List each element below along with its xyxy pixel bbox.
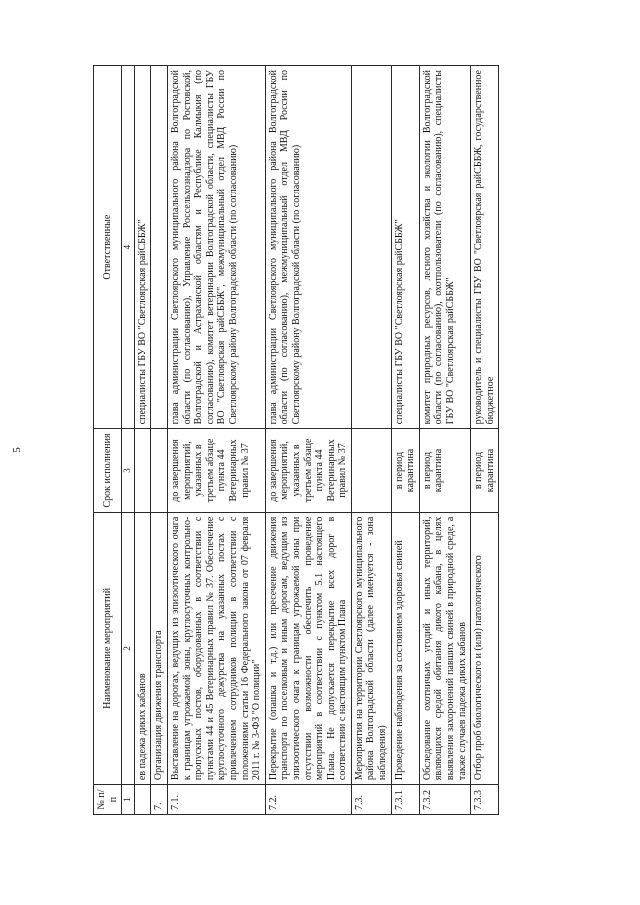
row-responsible xyxy=(351,66,391,429)
rotated-table-sheet xyxy=(93,65,578,815)
table-row xyxy=(134,66,151,815)
page-number: 5 xyxy=(10,447,23,453)
row-num: 7.3. xyxy=(351,785,391,815)
row-term: до завершения мероприятий, указанных в третьем абзаце пункта 44 Ветеринарных правил № 37 xyxy=(265,429,351,512)
row-num xyxy=(134,785,151,815)
row-responsible: руководитель и специалисты ГБУ ВО "Светлоярская райСББЖ, государственное бюджетное xyxy=(471,66,499,429)
row-name: Выставление на дорогах, ведущих из эпизоотического очага к границам угрожаемой зоны, круглосуточных контрольно-пропускных постов, оборудованных в соответствии с пунктами 44 и 45 Ветеринарных правил № 37. Обеспечение круглосуточного дежурства на указанных постах с привлечением сотрудников полиции в соответствии с положениями статьи 16 Федерального закона от 07 февраля 2011 г. № 3-ФЗ "О полиции" xyxy=(167,512,265,784)
header-term: Срок исполнения xyxy=(94,429,122,512)
row-num: 7.3.1 xyxy=(391,785,419,815)
row-name: Перекрытие (опашка и т.д.) или пресечение движения транспорта по поселковым и иным дорогам, ведущим из эпизоотического очага к границам угрожаемой зоны при отсутствии возможности обеспечить проведение мероприятий в соответствии с пунктом 5.1 настоящего Плана. Не допускается перекрытие всех дорог в соответствии с настоящим пунктом Плана xyxy=(265,512,351,784)
row-responsible xyxy=(151,66,168,429)
row-name: Обследование охотничьих угодий и иных территорий, являющихся средой обитания дикого кабана, в целях выявления захоронений павших свиней в природной среде, а также случаев падежа диких кабанов xyxy=(419,512,470,784)
table-row xyxy=(471,66,499,815)
header-responsible: Ответственные xyxy=(94,66,122,429)
header-num: № п/п xyxy=(94,785,122,815)
row-term xyxy=(151,429,168,512)
index-cell: 2 xyxy=(122,512,135,784)
row-term xyxy=(351,429,391,512)
table-index-row xyxy=(122,66,135,815)
row-responsible: комитет природных ресурсов, лесного хозяйства и экологии Волгоградской области (по согласованию), охотпользователи (по согласованию), специалисты ГБУ ВО "Светлоярская райСББЖ" xyxy=(419,66,470,429)
row-responsible: глава администрации Светлоярского муниципального района Волгоградской области (по согласованию), Управление Россельхознадзора по Ростовской, Волгоградской и Астраханской областям и Республике Калмыкия (по согласованию), комитет ветеринарии Волгоградской области, специалисты ГБУ ВО "Светлоярская райСББЖ", межмуниципальный отдел МВД России по Светлоярскому району Волгоградской области (по согласованию) xyxy=(167,66,265,429)
index-cell: 4 xyxy=(122,66,135,429)
table-row xyxy=(351,66,391,815)
row-responsible: специалисты ГБУ ВО "Светлоярская райСББЖ" xyxy=(391,66,419,429)
row-num: 7. xyxy=(151,785,168,815)
row-name: Организация движения транспорта xyxy=(151,512,168,784)
table-row xyxy=(265,66,351,815)
row-name: Отбор проб биологического и (или) патологического xyxy=(471,512,499,784)
table-row xyxy=(167,66,265,815)
index-cell: 1 xyxy=(122,785,135,815)
row-term: в период карантина xyxy=(391,429,419,512)
table-header-row xyxy=(94,66,122,815)
row-num: 7.3.3 xyxy=(471,785,499,815)
row-term: в период карантина xyxy=(471,429,499,512)
table-row xyxy=(391,66,419,815)
row-term xyxy=(134,429,151,512)
row-responsible: специалисты ГБУ ВО "Светлоярская райСББЖ" xyxy=(134,66,151,429)
row-term: в период карантина xyxy=(419,429,470,512)
measures-table xyxy=(93,65,499,815)
index-cell: 3 xyxy=(122,429,135,512)
table-row xyxy=(419,66,470,815)
row-num: 7.3.2 xyxy=(419,785,470,815)
row-name: ев падежа диких кабанов xyxy=(134,512,151,784)
header-name: Наименование мероприятий xyxy=(94,512,122,784)
table-row xyxy=(151,66,168,815)
row-name: Мероприятия на территории Светлоярского муниципального района Волгоградской области (далее именуется - зона наблюдения) xyxy=(351,512,391,784)
row-responsible: глава администрации Светлоярского муниципального района Волгоградской области (по согласованию), межмуниципальный отдел МВД России по Светлоярскому району Волгоградской области (по согласованию) xyxy=(265,66,351,429)
row-num: 7.2. xyxy=(265,785,351,815)
row-term: до завершения мероприятий, указанных в третьем абзаце пункта 44 Ветеринарных правил № 37 xyxy=(167,429,265,512)
row-num: 7.1. xyxy=(167,785,265,815)
row-name: Проведение наблюдения за состоянием здоровья свиней xyxy=(391,512,419,784)
